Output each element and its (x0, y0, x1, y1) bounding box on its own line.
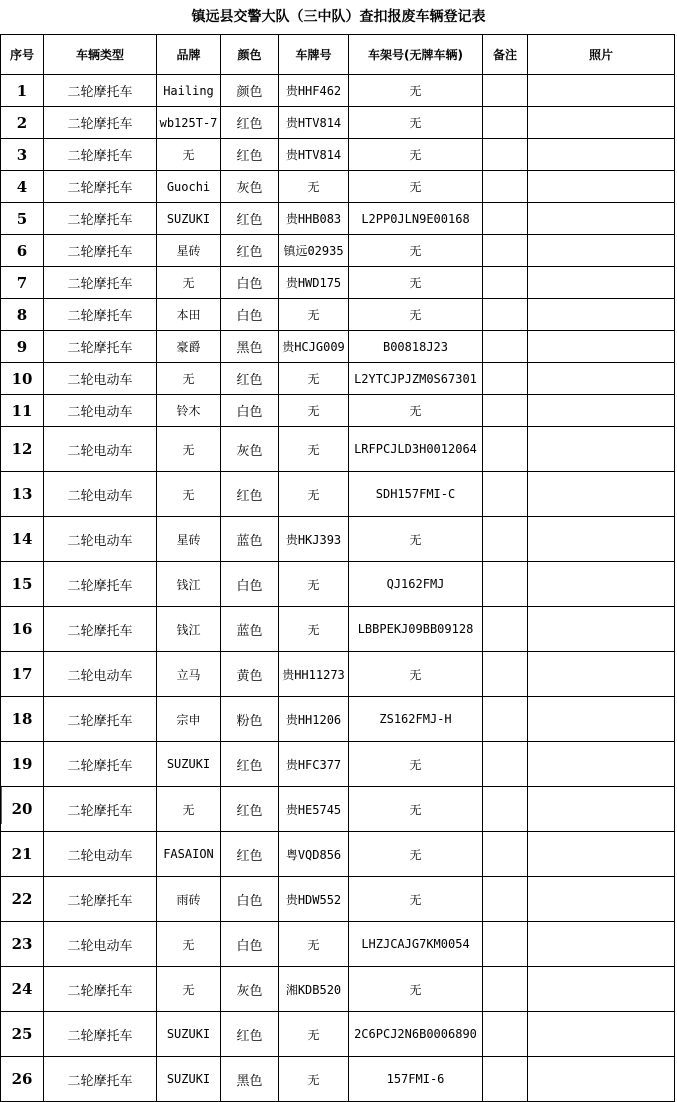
cell-brand: 豪爵 (157, 331, 221, 363)
cell-type: 二轮摩托车 (44, 607, 157, 652)
cell-brand: 无 (157, 472, 221, 517)
cell-vin: 无 (349, 267, 483, 299)
cell-brand: 钱江 (157, 607, 221, 652)
header-vin: 车架号(无牌车辆) (349, 35, 483, 75)
sheet-title: 镇远县交警大队（三中队）查扣报废车辆登记表 (191, 9, 486, 25)
cell-plate: 贵HH11273 (279, 652, 349, 697)
cell-photo (528, 1057, 675, 1102)
cell-type: 二轮电动车 (44, 652, 157, 697)
cell-no: 2 (1, 107, 44, 139)
cell-type: 二轮摩托车 (44, 967, 157, 1012)
cell-brand: 无 (157, 363, 221, 395)
cell-color: 红色 (221, 363, 279, 395)
cell-type: 二轮摩托车 (44, 1057, 157, 1102)
cell-note (483, 395, 528, 427)
cell-type: 二轮摩托车 (44, 267, 157, 299)
cell-plate: 贵HDW552 (279, 877, 349, 922)
cell-no: 9 (1, 331, 44, 363)
cell-color: 红色 (221, 832, 279, 877)
cell-vin: 无 (349, 235, 483, 267)
cell-type: 二轮摩托车 (44, 139, 157, 171)
cell-brand: SUZUKI (157, 742, 221, 787)
cell-no: 16 (1, 607, 44, 652)
cell-no: 23 (1, 922, 44, 967)
cell-vin: LHZJCAJG7KM0054 (349, 922, 483, 967)
cell-vin: 无 (349, 107, 483, 139)
cell-vin: 无 (349, 967, 483, 1012)
cell-photo (528, 652, 675, 697)
cell-vin: 无 (349, 787, 483, 832)
cell-vin: 2C6PCJ2N6B0006890 (349, 1012, 483, 1057)
cell-no: 3 (1, 139, 44, 171)
cell-no: 14 (1, 517, 44, 562)
cell-color: 蓝色 (221, 607, 279, 652)
cell-brand: 铃木 (157, 395, 221, 427)
cell-brand: SUZUKI (157, 1057, 221, 1102)
cell-note (483, 472, 528, 517)
cell-color: 灰色 (221, 967, 279, 1012)
cell-photo (528, 472, 675, 517)
cell-note (483, 299, 528, 331)
cell-plate: 无 (279, 562, 349, 607)
cell-brand: Hailing (157, 75, 221, 107)
cell-note (483, 235, 528, 267)
cell-brand: SUZUKI (157, 203, 221, 235)
cell-plate: 贵HCJG009 (279, 331, 349, 363)
table-row (1, 203, 675, 235)
cell-color: 黄色 (221, 652, 279, 697)
table-row (1, 1057, 675, 1102)
cell-plate: 贵HTV814 (279, 107, 349, 139)
cell-vin: LRFPCJLD3H0012064 (349, 427, 483, 472)
cell-note (483, 427, 528, 472)
cell-type: 二轮摩托车 (44, 235, 157, 267)
header-plate: 车牌号 (279, 35, 349, 75)
cell-note (483, 697, 528, 742)
cell-type: 二轮摩托车 (44, 1012, 157, 1057)
cell-brand: SUZUKI (157, 1012, 221, 1057)
cell-color: 黑色 (221, 331, 279, 363)
cell-color: 红色 (221, 235, 279, 267)
table-row (1, 395, 675, 427)
cell-brand: FASAION (157, 832, 221, 877)
cell-color: 红色 (221, 472, 279, 517)
cell-plate: 无 (279, 171, 349, 203)
cell-no: 1 (1, 75, 44, 107)
cell-no: 10 (1, 363, 44, 395)
cell-color: 黑色 (221, 1057, 279, 1102)
cell-no: 8 (1, 299, 44, 331)
cell-type: 二轮摩托车 (44, 877, 157, 922)
table-row (1, 363, 675, 395)
cell-note (483, 171, 528, 203)
table-row (1, 607, 675, 652)
cell-type: 二轮摩托车 (44, 203, 157, 235)
cell-vin: 157FMI-6 (349, 1057, 483, 1102)
cell-color: 红色 (221, 139, 279, 171)
cell-no: 18 (1, 697, 44, 742)
cell-plate: 贵HTV814 (279, 139, 349, 171)
cell-brand: Guochi (157, 171, 221, 203)
table-row (1, 75, 675, 107)
cell-plate: 无 (279, 1012, 349, 1057)
cell-photo (528, 363, 675, 395)
cell-no: 13 (1, 472, 44, 517)
table-row (1, 267, 675, 299)
cell-note (483, 1057, 528, 1102)
cell-type: 二轮摩托车 (44, 787, 157, 832)
cell-color: 红色 (221, 203, 279, 235)
table-row (1, 139, 675, 171)
cell-type: 二轮摩托车 (44, 171, 157, 203)
cell-note (483, 607, 528, 652)
cell-photo (528, 395, 675, 427)
cell-brand: 星砖 (157, 517, 221, 562)
cell-photo (528, 235, 675, 267)
cell-note (483, 107, 528, 139)
table-row (1, 331, 675, 363)
cell-photo (528, 787, 675, 832)
header-brand: 品牌 (157, 35, 221, 75)
cell-plate: 无 (279, 299, 349, 331)
cell-note (483, 363, 528, 395)
header-note: 备注 (483, 35, 528, 75)
cell-brand: 宗申 (157, 697, 221, 742)
cell-color: 白色 (221, 562, 279, 607)
cell-color: 白色 (221, 267, 279, 299)
cell-photo (528, 1012, 675, 1057)
cell-no: 20 (1, 787, 44, 832)
header-no: 序号 (1, 35, 44, 75)
cell-photo (528, 331, 675, 363)
cell-no: 17 (1, 652, 44, 697)
cell-color: 蓝色 (221, 517, 279, 562)
cell-photo (528, 299, 675, 331)
cell-brand: 无 (157, 139, 221, 171)
cell-brand: 立马 (157, 652, 221, 697)
cell-note (483, 562, 528, 607)
cell-color: 白色 (221, 922, 279, 967)
cell-photo (528, 427, 675, 472)
cell-photo (528, 107, 675, 139)
cell-vin: 无 (349, 832, 483, 877)
cell-type: 二轮电动车 (44, 922, 157, 967)
cell-note (483, 203, 528, 235)
cell-brand: wb125T-7 (157, 107, 221, 139)
cell-no: 4 (1, 171, 44, 203)
cell-no: 21 (1, 832, 44, 877)
cell-color: 白色 (221, 299, 279, 331)
cell-plate: 贵HFC377 (279, 742, 349, 787)
table-body (1, 35, 675, 1102)
cell-type: 二轮摩托车 (44, 562, 157, 607)
cell-note (483, 787, 528, 832)
cell-color: 红色 (221, 787, 279, 832)
cell-brand: 星砖 (157, 235, 221, 267)
cell-plate: 无 (279, 472, 349, 517)
cell-color: 粉色 (221, 697, 279, 742)
cell-color: 白色 (221, 395, 279, 427)
cell-note (483, 75, 528, 107)
cell-type: 二轮电动车 (44, 395, 157, 427)
cell-photo (528, 517, 675, 562)
cell-photo (528, 171, 675, 203)
cell-vin: 无 (349, 742, 483, 787)
cell-no: 22 (1, 877, 44, 922)
cell-vin: 无 (349, 171, 483, 203)
cell-photo (528, 139, 675, 171)
cell-type: 二轮摩托车 (44, 697, 157, 742)
header-color: 颜色 (221, 35, 279, 75)
cell-vin: B00818J23 (349, 331, 483, 363)
table-row (1, 877, 675, 922)
cell-no: 19 (1, 742, 44, 787)
cell-no: 11 (1, 395, 44, 427)
cell-type: 二轮电动车 (44, 832, 157, 877)
cell-no: 12 (1, 427, 44, 472)
cell-color: 红色 (221, 107, 279, 139)
table-row (1, 697, 675, 742)
cell-photo (528, 967, 675, 1012)
cell-note (483, 139, 528, 171)
cell-photo (528, 832, 675, 877)
cell-brand: 无 (157, 427, 221, 472)
cell-no: 15 (1, 562, 44, 607)
cell-photo (528, 697, 675, 742)
cell-color: 颜色 (221, 75, 279, 107)
cell-photo (528, 75, 675, 107)
cell-type: 二轮摩托车 (44, 331, 157, 363)
cell-photo (528, 922, 675, 967)
table-row (1, 107, 675, 139)
cell-plate: 贵HWD175 (279, 267, 349, 299)
table-row (1, 235, 675, 267)
cell-color: 红色 (221, 742, 279, 787)
vehicle-table (0, 34, 675, 1102)
cell-photo (528, 562, 675, 607)
cell-plate: 湘KDB520 (279, 967, 349, 1012)
cell-no: 24 (1, 967, 44, 1012)
cell-photo (528, 267, 675, 299)
cell-plate: 无 (279, 922, 349, 967)
cell-plate: 无 (279, 1057, 349, 1102)
cell-type: 二轮摩托车 (44, 107, 157, 139)
table-row (1, 652, 675, 697)
table-row (1, 427, 675, 472)
cell-vin: 无 (349, 877, 483, 922)
cell-brand: 无 (157, 922, 221, 967)
cell-plate: 贵HHB083 (279, 203, 349, 235)
cell-vin: 无 (349, 395, 483, 427)
cell-note (483, 331, 528, 363)
table-row (1, 832, 675, 877)
cell-note (483, 517, 528, 562)
cell-plate: 无 (279, 607, 349, 652)
cell-plate: 无 (279, 395, 349, 427)
cell-brand: 本田 (157, 299, 221, 331)
cell-note (483, 742, 528, 787)
cell-note (483, 922, 528, 967)
cell-brand: 无 (157, 967, 221, 1012)
table-row (1, 299, 675, 331)
cell-brand: 雨砖 (157, 877, 221, 922)
cell-vin: L2YTCJPJZM0S67301 (349, 363, 483, 395)
cell-photo (528, 607, 675, 652)
cell-note (483, 967, 528, 1012)
cell-color: 灰色 (221, 171, 279, 203)
cell-photo (528, 877, 675, 922)
cell-no: 26 (1, 1057, 44, 1102)
cell-color: 红色 (221, 1012, 279, 1057)
header-type: 车辆类型 (44, 35, 157, 75)
cell-note (483, 1012, 528, 1057)
cell-vin: 无 (349, 517, 483, 562)
cell-plate: 无 (279, 427, 349, 472)
cell-type: 二轮电动车 (44, 363, 157, 395)
header-photo: 照片 (528, 35, 675, 75)
table-row (1, 472, 675, 517)
cell-plate: 贵HH1206 (279, 697, 349, 742)
cell-brand: 无 (157, 267, 221, 299)
cell-brand: 钱江 (157, 562, 221, 607)
cell-plate: 贵HKJ393 (279, 517, 349, 562)
table-row (1, 787, 675, 832)
cell-plate: 贵HE5745 (279, 787, 349, 832)
cell-no: 25 (1, 1012, 44, 1057)
header-row (1, 35, 675, 75)
cell-color: 灰色 (221, 427, 279, 472)
cell-note (483, 267, 528, 299)
table-row (1, 171, 675, 203)
cell-no: 7 (1, 267, 44, 299)
cell-note (483, 832, 528, 877)
cell-plate: 镇远02935 (279, 235, 349, 267)
cell-type: 二轮电动车 (44, 472, 157, 517)
cell-color: 白色 (221, 877, 279, 922)
cell-vin: 无 (349, 652, 483, 697)
table-row (1, 562, 675, 607)
cell-plate: 贵HHF462 (279, 75, 349, 107)
cell-type: 二轮电动车 (44, 427, 157, 472)
cell-brand: 无 (157, 787, 221, 832)
cell-vin: LBBPEKJ09BB09128 (349, 607, 483, 652)
cell-note (483, 652, 528, 697)
table-row (1, 517, 675, 562)
table-row (1, 1012, 675, 1057)
cell-photo (528, 203, 675, 235)
table-row (1, 742, 675, 787)
cell-vin: L2PP0JLN9E00168 (349, 203, 483, 235)
cell-vin: SDH157FMI-C (349, 472, 483, 517)
cell-type: 二轮摩托车 (44, 742, 157, 787)
table-row (1, 967, 675, 1012)
cell-type: 二轮电动车 (44, 517, 157, 562)
cell-photo (528, 742, 675, 787)
cell-vin: QJ162FMJ (349, 562, 483, 607)
cell-vin: 无 (349, 75, 483, 107)
cell-type: 二轮摩托车 (44, 299, 157, 331)
cell-plate: 粤VQD856 (279, 832, 349, 877)
cell-note (483, 877, 528, 922)
cell-type: 二轮摩托车 (44, 75, 157, 107)
cell-no: 6 (1, 235, 44, 267)
table-row (1, 922, 675, 967)
cell-vin: 无 (349, 299, 483, 331)
cell-vin: 无 (349, 139, 483, 171)
cell-vin: ZS162FMJ-H (349, 697, 483, 742)
cell-no: 5 (1, 203, 44, 235)
cell-plate: 无 (279, 363, 349, 395)
